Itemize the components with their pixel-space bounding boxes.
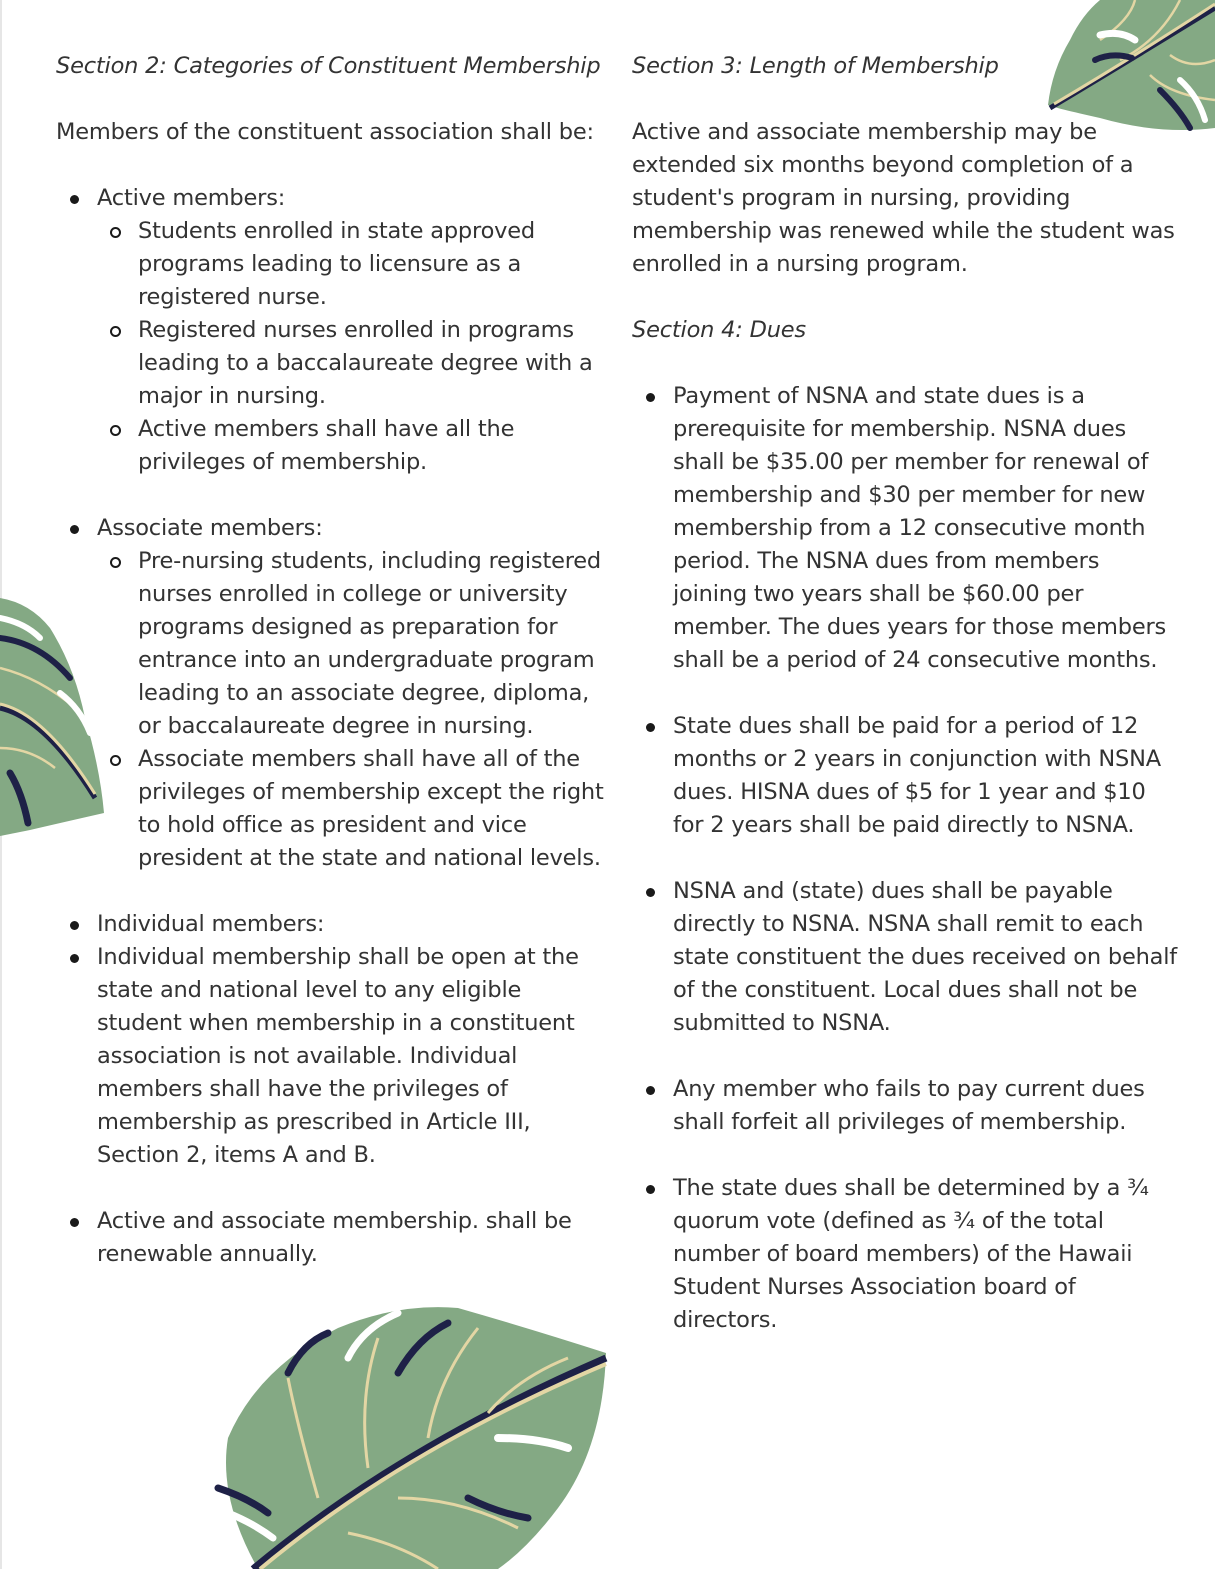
section-3-text: Active and associate membership may be extended six months beyond completion of a student's program in nursing, providing membership was renewed while the student was enrolled in a nursing program. — [632, 119, 1175, 277]
associate-members-sublist — [97, 545, 608, 875]
right-column — [632, 50, 1180, 1337]
list-item-associate-members — [56, 512, 608, 875]
list-item: Registered nurses enrolled in programs leading to a baccalaureate degree with a major in nursing. — [97, 314, 608, 413]
list-item: The state dues shall be determined by a ¾ quorum vote (defined as ¾ of the total number of board members) of the Hawaii Student Nurses Association board of directors. — [632, 1172, 1180, 1337]
monstera-leaf-bottom-icon — [198, 1298, 610, 1569]
active-members-sublist — [97, 215, 608, 479]
list-item: Pre-nursing students, including registered nurses enrolled in college or university programs designed as preparation for entrance into an undergraduate program leading to an associate degree, diploma, or baccalaureate degree in nursing. — [97, 545, 608, 743]
dues-list — [632, 380, 1180, 1337]
list-item: State dues shall be paid for a period of 12 months or 2 years in conjunction with NSNA dues. HISNA dues of $5 for 1 year and $10 for 2 years shall be paid directly to NSNA. — [632, 710, 1180, 842]
active-members-label: Active members: — [97, 185, 286, 211]
list-item: Active members shall have all the privileges of membership. — [97, 413, 608, 479]
list-item: Students enrolled in state approved programs leading to licensure as a registered nurse. — [97, 215, 608, 314]
associate-members-label: Associate members: — [97, 515, 323, 541]
section-3-heading: Section 3: Length of Membership — [632, 53, 999, 79]
list-item: Payment of NSNA and state dues is a prerequisite for membership. NSNA dues shall be $35.00 per member for renewal of membership and $30 per member for new membership from a 12 consecutive month period. The NSNA dues from members joining two years shall be $60.00 per member. The dues years for those members shall be a period of 24 consecutive months. — [632, 380, 1180, 677]
section-4-heading: Section 4: Dues — [632, 317, 806, 343]
membership-categories-list — [56, 182, 608, 1271]
list-item-active-members — [56, 182, 608, 479]
list-item-individual-members: Individual members: — [56, 908, 608, 941]
list-item: Any member who fails to pay current dues shall forfeit all privileges of membership. — [632, 1073, 1180, 1139]
list-item-individual-membership-text: Individual membership shall be open at the state and national level to any eligible student when membership in a constituent association is not available. Individual members shall have the privileges of membership as prescribed in Article III, Section 2, items A and B. — [56, 941, 608, 1172]
list-item: NSNA and (state) dues shall be payable directly to NSNA. NSNA shall remit to each state constituent the dues received on behalf of the constituent. Local dues shall not be submitted to NSNA. — [632, 875, 1180, 1040]
section-2-heading: Section 2: Categories of Constituent Membership — [56, 53, 601, 79]
list-item: Associate members shall have all of the privileges of membership except the right to hold office as president and vice president at the state and national levels. — [97, 743, 608, 875]
membership-intro: Members of the constituent association shall be: — [56, 119, 594, 145]
left-column — [56, 50, 608, 1271]
list-item-renewal: Active and associate membership. shall be renewable annually. — [56, 1205, 608, 1271]
